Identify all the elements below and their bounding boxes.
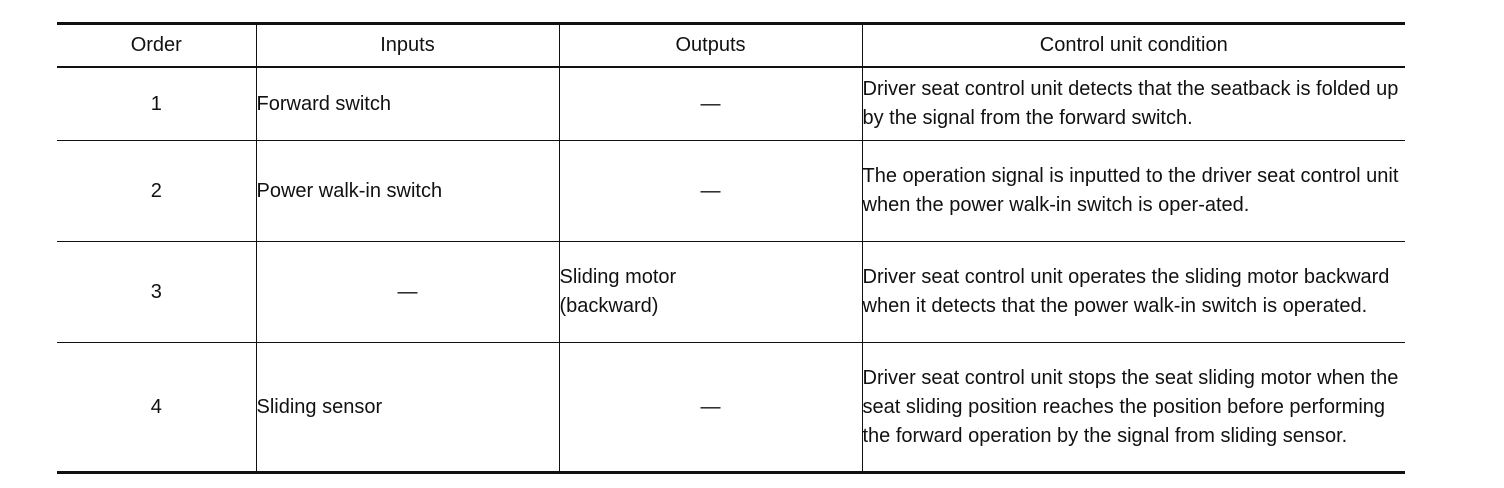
outputs-cell: — [559,67,862,141]
outputs-text: Sliding motor (backward) [559,266,677,317]
inputs-cell: Power walk-in switch [256,141,559,242]
table-body [57,67,1405,473]
header-inputs: Inputs [256,24,559,68]
header-control-unit-condition: Control unit condition [862,24,1405,68]
outputs-cell: — [559,141,862,242]
condition-cell: Driver seat control unit stops the seat sliding motor when the seat sliding position reaches the position before performing the forward operation by the signal from sliding sensor. [862,343,1405,473]
header-order: Order [57,24,256,68]
header-row [57,24,1405,68]
inputs-cell: Forward switch [256,67,559,141]
condition-cell: Driver seat control unit operates the sliding motor backward when it detects that the power walk-in switch is operated. [862,242,1405,343]
table-row [57,343,1405,473]
order-cell: 4 [57,343,256,473]
outputs-cell [559,242,862,343]
table-header [57,24,1405,68]
outputs-cell: — [559,343,862,473]
inputs-cell: Sliding sensor [256,343,559,473]
condition-cell: The operation signal is inputted to the driver seat control unit when the power walk-in switch is oper-ated. [862,141,1405,242]
order-cell: 3 [57,242,256,343]
table-row [57,141,1405,242]
order-cell: 1 [57,67,256,141]
table-row [57,242,1405,343]
condition-cell: Driver seat control unit detects that the seatback is folded up by the signal from the forward switch. [862,67,1405,141]
table-row [57,67,1405,141]
order-cell: 2 [57,141,256,242]
header-outputs: Outputs [559,24,862,68]
operation-table [57,22,1405,474]
inputs-cell: — [256,242,559,343]
